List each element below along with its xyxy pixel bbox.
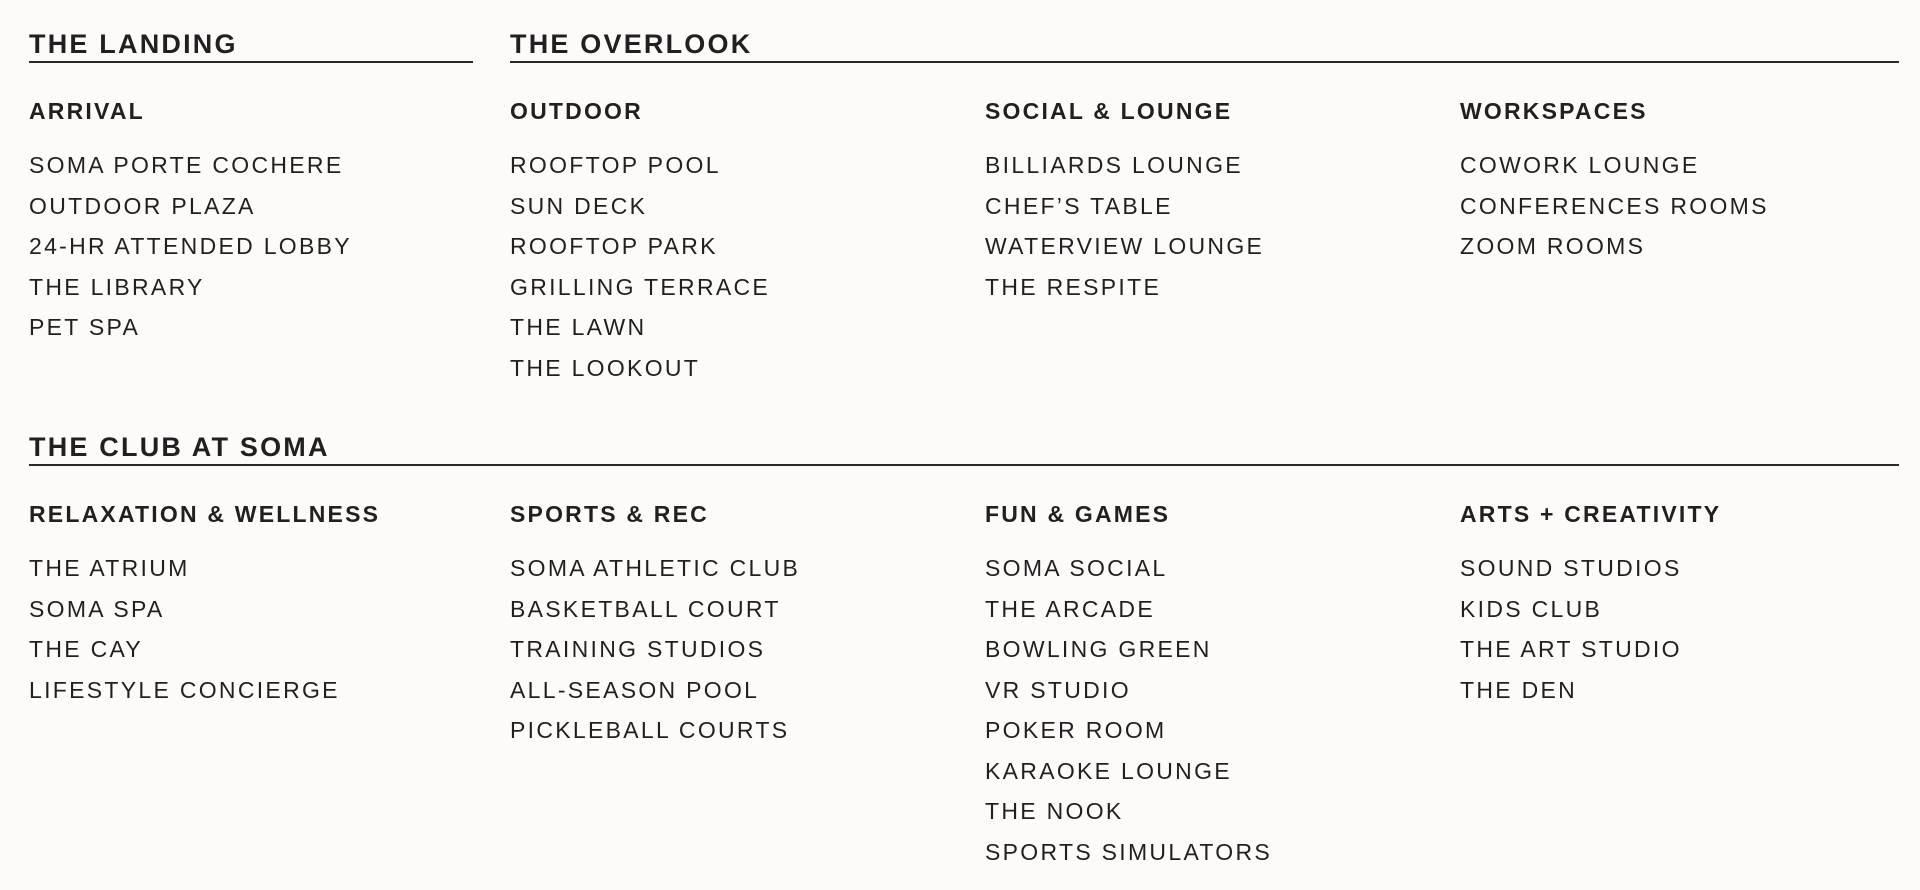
- amenity-item: LIFESTYLE CONCIERGE: [29, 676, 340, 703]
- section-title-the-landing: THE LANDING: [29, 29, 238, 59]
- amenity-item: PET SPA: [29, 314, 141, 340]
- amenity-item: ROOFTOP POOL: [510, 152, 721, 178]
- amenity-item: SOMA PORTE COCHERE: [29, 152, 344, 178]
- column-heading-sports-and-rec: SPORTS & REC: [510, 501, 709, 527]
- amenity-list-fun-and-games: [985, 548, 1445, 872]
- amenity-item: SOMA ATHLETIC CLUB: [510, 555, 801, 581]
- column-arrival: [29, 97, 489, 348]
- amenity-item: THE ARCADE: [985, 595, 1155, 622]
- column-heading-relaxation-and-wellness: RELAXATION & WELLNESS: [29, 501, 381, 527]
- amenity-item: THE ART STUDIO: [1460, 636, 1682, 662]
- section-divider-the-landing: [29, 61, 473, 63]
- amenity-item: SOUND STUDIOS: [1460, 555, 1682, 581]
- amenity-item: 24-HR ATTENDED LOBBY: [29, 233, 352, 259]
- amenity-list-arrival: [29, 145, 489, 348]
- amenity-item: SOMA SOCIAL: [985, 555, 1168, 581]
- amenity-item: TRAINING STUDIOS: [510, 636, 766, 662]
- amenity-item: ALL-SEASON POOL: [510, 676, 760, 703]
- section-divider-the-overlook: [510, 61, 1899, 63]
- amenity-item: VR STUDIO: [985, 676, 1131, 703]
- amenity-item: SUN DECK: [510, 192, 648, 219]
- amenity-item: THE RESPITE: [985, 273, 1162, 300]
- column-fun-and-games: [985, 500, 1445, 872]
- column-sports-and-rec: [510, 500, 970, 751]
- section-divider-the-club-at-soma: [29, 464, 1899, 466]
- amenity-item: SOMA SPA: [29, 595, 165, 622]
- amenity-item: POKER ROOM: [985, 717, 1167, 743]
- amenity-item: BASKETBALL COURT: [510, 595, 781, 622]
- amenity-list-outdoor: [510, 145, 970, 388]
- amenity-item: THE LOOKOUT: [510, 354, 701, 381]
- column-workspaces: [1460, 97, 1920, 267]
- amenity-item: SPORTS SIMULATORS: [985, 838, 1273, 865]
- amenity-item: CONFERENCES ROOMS: [1460, 192, 1769, 219]
- amenity-item: BOWLING GREEN: [985, 636, 1212, 662]
- amenity-item: KARAOKE LOUNGE: [985, 757, 1232, 784]
- column-heading-arts-and-creativity: ARTS + CREATIVITY: [1460, 501, 1722, 527]
- amenity-list-relaxation-and-wellness: [29, 548, 489, 710]
- column-arts-and-creativity: [1460, 500, 1920, 710]
- amenity-item: BILLIARDS LOUNGE: [985, 152, 1243, 178]
- amenity-list-arts-and-creativity: [1460, 548, 1920, 710]
- column-outdoor: [510, 97, 970, 388]
- column-social-and-lounge: [985, 97, 1445, 307]
- amenity-item: THE ATRIUM: [29, 555, 190, 581]
- column-heading-workspaces: WORKSPACES: [1460, 98, 1648, 124]
- amenity-list-workspaces: [1460, 145, 1920, 267]
- amenity-item: THE LAWN: [510, 314, 647, 340]
- amenity-item: PICKLEBALL COURTS: [510, 717, 790, 743]
- amenity-item: THE DEN: [1460, 676, 1578, 703]
- column-heading-fun-and-games: FUN & GAMES: [985, 501, 1171, 527]
- amenity-item: COWORK LOUNGE: [1460, 152, 1700, 178]
- section-title-the-club-at-soma: THE CLUB AT SOMA: [29, 432, 330, 462]
- column-heading-outdoor: OUTDOOR: [510, 98, 643, 124]
- amenity-item: CHEF’S TABLE: [985, 192, 1173, 219]
- amenity-list-sports-and-rec: [510, 548, 970, 751]
- column-heading-arrival: ARRIVAL: [29, 98, 145, 124]
- amenity-item: THE CAY: [29, 636, 144, 662]
- amenity-item: ROOFTOP PARK: [510, 233, 718, 259]
- amenity-item: WATERVIEW LOUNGE: [985, 233, 1265, 259]
- amenity-item: OUTDOOR PLAZA: [29, 192, 256, 219]
- column-heading-social-and-lounge: SOCIAL & LOUNGE: [985, 98, 1233, 124]
- amenity-item: THE LIBRARY: [29, 273, 205, 300]
- column-relaxation-and-wellness: [29, 500, 489, 710]
- amenity-item: THE NOOK: [985, 798, 1124, 824]
- amenity-list-social-and-lounge: [985, 145, 1445, 307]
- amenity-item: GRILLING TERRACE: [510, 273, 771, 300]
- section-title-the-overlook: THE OVERLOOK: [510, 29, 753, 59]
- amenity-item: ZOOM ROOMS: [1460, 233, 1646, 259]
- amenity-item: KIDS CLUB: [1460, 595, 1603, 622]
